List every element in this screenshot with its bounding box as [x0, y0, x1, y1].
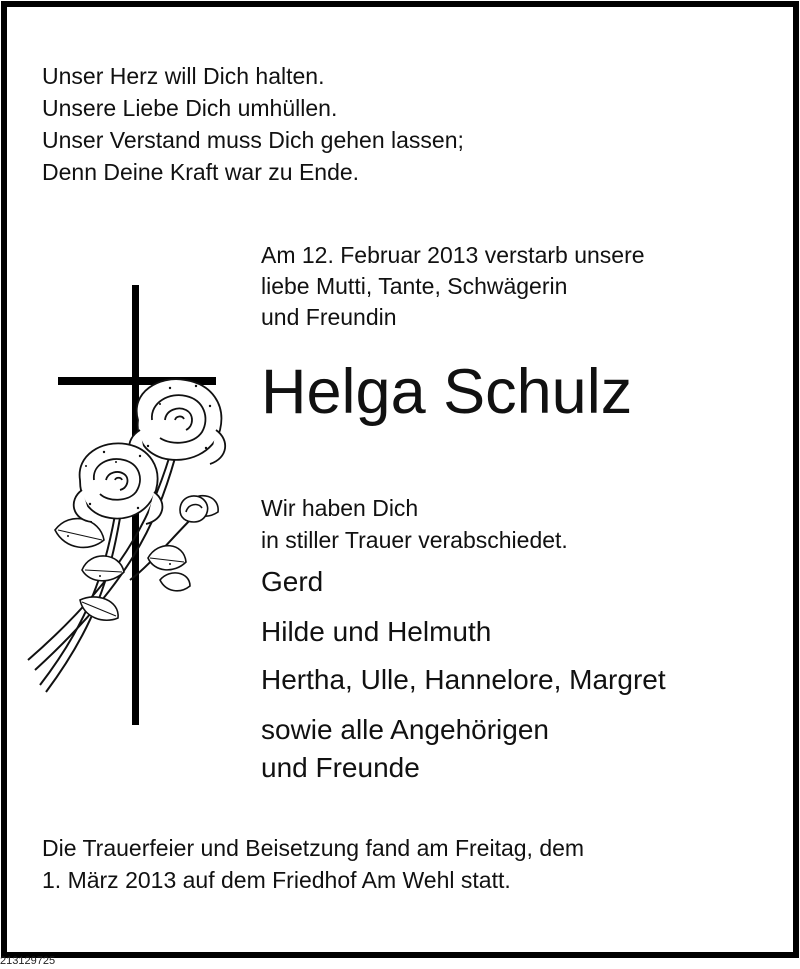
- farewell-text: [261, 492, 568, 556]
- poem-line: Unser Herz will Dich halten.: [42, 63, 325, 89]
- announcement-line: und Freundin: [261, 304, 397, 330]
- ad-code: 213129725: [0, 955, 56, 967]
- mourner-name: sowie alle Angehörigen: [261, 714, 549, 745]
- announcement-line: Am 12. Februar 2013 verstarb unsere: [261, 242, 645, 268]
- announcement-line: liebe Mutti, Tante, Schwägerin: [261, 273, 568, 299]
- mourner-name: und Freunde: [261, 752, 420, 783]
- cross-with-roses-icon: [20, 280, 230, 735]
- mourner-name: Hilde und Helmuth: [261, 616, 492, 647]
- deceased-name: Helga Schulz: [261, 357, 633, 427]
- mourner-name: Gerd: [261, 566, 324, 597]
- poem: [42, 60, 464, 188]
- funeral-info: [42, 832, 584, 896]
- death-announcement: [261, 240, 645, 333]
- poem-line: Unser Verstand muss Dich gehen lassen;: [42, 127, 464, 153]
- funeral-info-line: 1. März 2013 auf dem Friedhof Am Wehl statt.: [42, 867, 511, 893]
- farewell-line: in stiller Trauer verabschiedet.: [261, 527, 568, 553]
- poem-line: Denn Deine Kraft war zu Ende.: [42, 159, 360, 185]
- mourner-name: Hertha, Ulle, Hannelore, Margret: [261, 664, 666, 695]
- funeral-info-line: Die Trauerfeier und Beisetzung fand am Freitag, dem: [42, 835, 585, 861]
- farewell-line: Wir haben Dich: [261, 495, 419, 521]
- poem-line: Unsere Liebe Dich umhüllen.: [42, 95, 338, 121]
